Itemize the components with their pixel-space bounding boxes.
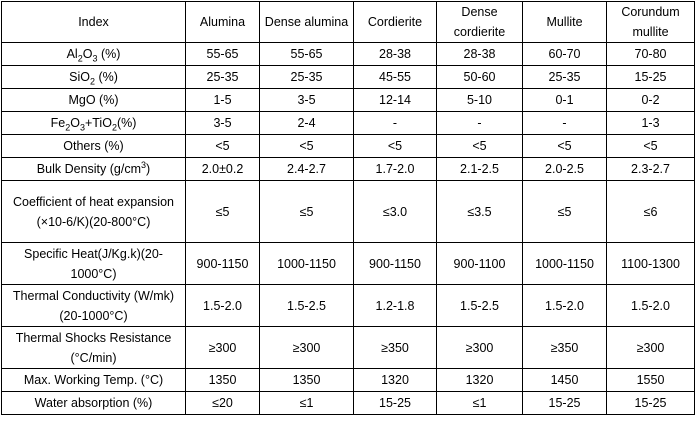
table-cell: 2.0±0.2 — [186, 158, 260, 181]
table-cell: 2.0-2.5 — [523, 158, 607, 181]
table-cell: ≥300 — [186, 327, 260, 369]
row-label: $Al_2O_3$ (%) — [2, 43, 186, 66]
row-label: Thermal Shocks Resistance (°C/min) — [2, 327, 186, 369]
table-cell: 15-25 — [607, 392, 695, 415]
table-cell: 25-35 — [523, 66, 607, 89]
row-label: Coefficient of heat expansion (×10-6/K)(20-800°C) — [2, 181, 186, 243]
table-cell: 0-2 — [607, 89, 695, 112]
table-cell: 50-60 — [437, 66, 523, 89]
table-cell: 1320 — [437, 369, 523, 392]
table-cell: 12-14 — [354, 89, 437, 112]
table-cell: 1-3 — [607, 112, 695, 135]
table-row — [2, 243, 695, 285]
row-label: Specific Heat(J/Kg.k)(20-1000°C) — [2, 243, 186, 285]
header-cell-alumina: Alumina — [186, 2, 260, 43]
table-cell: ≤20 — [186, 392, 260, 415]
table-cell: 2.1-2.5 — [437, 158, 523, 181]
table-cell: ≤5 — [523, 181, 607, 243]
table-cell: 900-1100 — [437, 243, 523, 285]
row-label: Water absorption (%) — [2, 392, 186, 415]
table-cell: ≤1 — [437, 392, 523, 415]
header-cell-dense-cordierite: Dense cordierite — [437, 2, 523, 43]
table-cell: 0-1 — [523, 89, 607, 112]
table-cell: 1320 — [354, 369, 437, 392]
table-cell: 1.2-1.8 — [354, 285, 437, 327]
table-cell: ≤1 — [260, 392, 354, 415]
header-cell-mullite: Mullite — [523, 2, 607, 43]
table-row — [2, 181, 695, 243]
row-label: Bulk Density $(g/cm^3)$ — [2, 158, 186, 181]
table-cell: 1450 — [523, 369, 607, 392]
row-label: $Fe_2O_3+TiO_2(\%)$ — [2, 112, 186, 135]
table-cell: 5-10 — [437, 89, 523, 112]
table-cell: ≥300 — [260, 327, 354, 369]
table-cell: 1-5 — [186, 89, 260, 112]
table-cell: - — [354, 112, 437, 135]
table-cell: ≤5 — [186, 181, 260, 243]
header-cell-cordierite: Cordierite — [354, 2, 437, 43]
header-cell-dense-alumina: Dense alumina — [260, 2, 354, 43]
table-cell: 1.7-2.0 — [354, 158, 437, 181]
table-cell: 3-5 — [260, 89, 354, 112]
row-label: SiO$_2$ (%) — [2, 66, 186, 89]
table-cell: <5 — [437, 135, 523, 158]
table-cell: ≥350 — [523, 327, 607, 369]
table-cell: 15-25 — [607, 66, 695, 89]
row-label: Others (%) — [2, 135, 186, 158]
table-cell: - — [437, 112, 523, 135]
table-cell: 15-25 — [523, 392, 607, 415]
table-cell: ≥300 — [607, 327, 695, 369]
table-cell: - — [523, 112, 607, 135]
table-cell: 60-70 — [523, 43, 607, 66]
table-row — [2, 66, 695, 89]
table-cell: 1.5-2.0 — [523, 285, 607, 327]
table-cell: 1350 — [186, 369, 260, 392]
table-cell: 15-25 — [354, 392, 437, 415]
table-cell: 55-65 — [260, 43, 354, 66]
table-cell: 28-38 — [354, 43, 437, 66]
table-row — [2, 43, 695, 66]
table-cell: 55-65 — [186, 43, 260, 66]
table-cell: 45-55 — [354, 66, 437, 89]
table-cell: 1.5-2.0 — [607, 285, 695, 327]
table-cell: <5 — [260, 135, 354, 158]
table-cell: 1.5-2.5 — [260, 285, 354, 327]
table-cell: <5 — [523, 135, 607, 158]
table-row — [2, 369, 695, 392]
properties-table — [1, 1, 695, 415]
table-cell: 900-1150 — [186, 243, 260, 285]
table-cell: 1100-1300 — [607, 243, 695, 285]
header-cell-index: Index — [2, 2, 186, 43]
table-cell: ≥350 — [354, 327, 437, 369]
table-row — [2, 135, 695, 158]
table-row — [2, 327, 695, 369]
table-row — [2, 112, 695, 135]
table-cell: ≤3.5 — [437, 181, 523, 243]
table-cell: 1550 — [607, 369, 695, 392]
table-cell: 1000-1150 — [523, 243, 607, 285]
table-cell: <5 — [607, 135, 695, 158]
row-label: Thermal Conductivity (W/mk) (20-1000°C) — [2, 285, 186, 327]
table-cell: 1.5-2.0 — [186, 285, 260, 327]
table-cell: ≤6 — [607, 181, 695, 243]
table-row — [2, 158, 695, 181]
table-cell: 28-38 — [437, 43, 523, 66]
table-cell: 25-35 — [260, 66, 354, 89]
table-cell: 2.3-2.7 — [607, 158, 695, 181]
header-cell-corundum-mullite: Corundum mullite — [607, 2, 695, 43]
table-cell: ≤5 — [260, 181, 354, 243]
table-cell: 25-35 — [186, 66, 260, 89]
table-cell: ≤3.0 — [354, 181, 437, 243]
table-row — [2, 89, 695, 112]
row-label: Max. Working Temp. (°C) — [2, 369, 186, 392]
table-cell: 1.5-2.5 — [437, 285, 523, 327]
table-cell: 1000-1150 — [260, 243, 354, 285]
row-label: MgO (%) — [2, 89, 186, 112]
table-cell: 3-5 — [186, 112, 260, 135]
table-cell: 2-4 — [260, 112, 354, 135]
table-cell: 900-1150 — [354, 243, 437, 285]
table-row — [2, 285, 695, 327]
table-cell: <5 — [354, 135, 437, 158]
header-row — [2, 2, 695, 43]
table-cell: <5 — [186, 135, 260, 158]
table-cell: 2.4-2.7 — [260, 158, 354, 181]
table-cell: ≥300 — [437, 327, 523, 369]
table-cell: 1350 — [260, 369, 354, 392]
table-row — [2, 392, 695, 415]
table-cell: 70-80 — [607, 43, 695, 66]
